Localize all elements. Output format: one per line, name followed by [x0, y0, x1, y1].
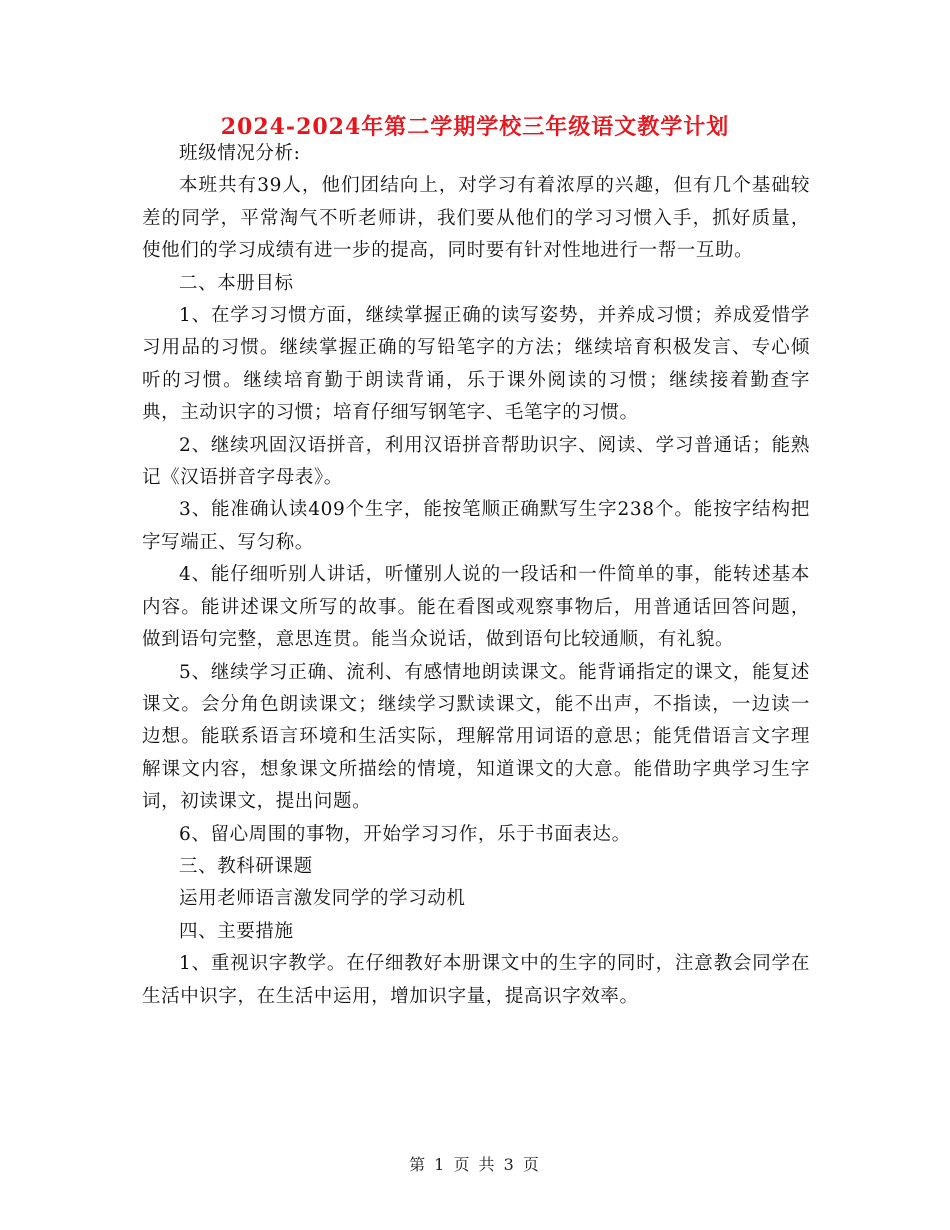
- measure-item-1: 1、重视识字教学。在仔细教好本册课文中的生字的同时，注意教会同学在生活中识字，在生活中运用，增加识字量，提高识字效率。: [142, 953, 810, 1007]
- class-analysis-heading: 班级情况分析:: [179, 143, 301, 164]
- goal-item-4: 4、能仔细听别人讲话，听懂别人说的一段话和一件简单的事，能转述基本内容。能讲述课文所写的故事。能在看图或观察事物后，用普通话回答问题，做到语句完整，意思连贯。能当众说话，做到语句比较通顺，有礼貌。: [142, 564, 810, 651]
- goal-item-5: 5、继续学习正确、流利、有感情地朗读课文。能背诵指定的课文，能复述课文。会分角色朗读课文；继续学习默读课文，能不出声，不指读，一边读一边想。能联系语言环境和生活实际，理解常用词语的意思；能凭借语言文字理解课文内容，想象课文所描绘的情境，知道课文的大意。能借助字典学习生字词，初读课文，提出问题。: [142, 661, 810, 813]
- page-footer: 第 1 页 共 3 页: [409, 1155, 541, 1174]
- class-analysis-paragraph: 本班共有39人，他们团结向上，对学习有着浓厚的兴趣，但有几个基础较差的同学，平常淘气不听老师讲，我们要从他们的学习习惯入手，抓好质量，使他们的学习成绩有进一步的提高，同时要有针对性地进行一帮一互助。: [142, 175, 810, 262]
- section-heading-research: 三、教科研课题: [179, 855, 313, 877]
- research-topic: 运用老师语言激发同学的学习动机: [179, 888, 466, 910]
- document-body: [142, 138, 810, 1013]
- goal-item-3: 3、能准确认读409个生字，能按笔顺正确默写生字238个。能按字结构把字写端正、写匀称。: [142, 499, 810, 553]
- goal-item-1: 1、在学习习惯方面，继续掌握正确的读写姿势，并养成习惯；养成爱惜学习用品的习惯。继续掌握正确的写铅笔字的方法；继续培育积极发言、专心倾听的习惯。继续培育勤于朗读背诵，乐于课外阅读的习惯；继续接着勤查字典，主动识字的习惯；培育仔细写钢笔字、毛笔字的习惯。: [142, 305, 810, 424]
- section-heading-goals: 二、本册目标: [179, 272, 294, 294]
- document-title: 2024-2024年第二学期学校三年级语文教学计划: [220, 114, 730, 140]
- goal-item-2: 2、继续巩固汉语拼音，利用汉语拼音帮助识字、阅读、学习普通话；能熟记《汉语拼音字母表》。: [142, 434, 810, 489]
- goal-item-6: 6、留心周围的事物，开始学习习作，乐于书面表达。: [179, 823, 631, 845]
- section-heading-measures: 四、主要措施: [179, 920, 294, 942]
